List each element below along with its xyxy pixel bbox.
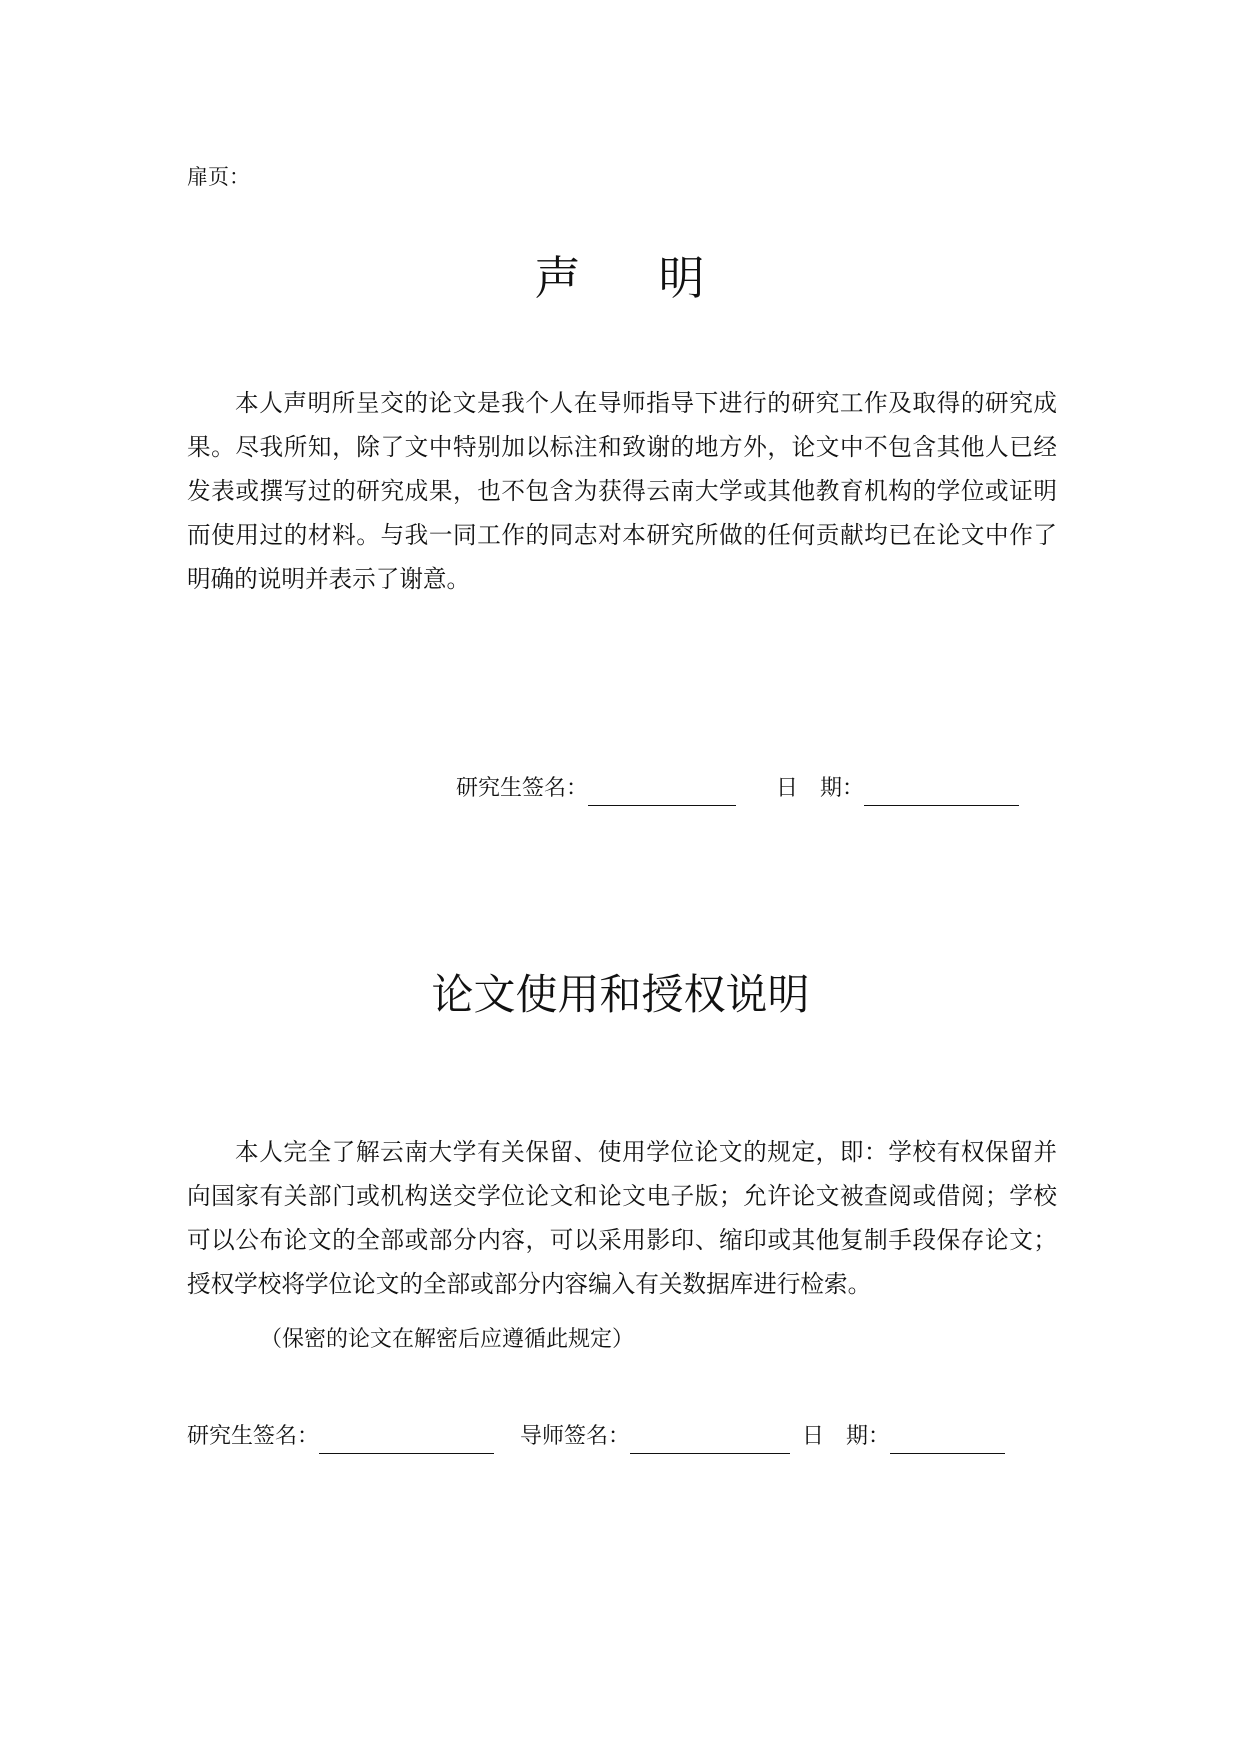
declaration-body: 本人声明所呈交的论文是我个人在导师指导下进行的研究工作及取得的研究成果。尽我所知，除了文中特别加以标注和致谢的地方外，论文中不包含其他人已经发表或撰写过的研究成果，也不包含为获得云南大学或其他教育机构的学位或证明而使用过的材料。与我一同工作的同志对本研究所做的任何贡献均已在论文中作了明确的说明并表示了谢意。 [187, 389, 1057, 593]
authorization-signature-row [187, 1420, 1005, 1454]
date-line[interactable] [890, 1425, 1005, 1454]
student-signature-label: 研究生签名： [187, 1424, 320, 1449]
date-label: 日 期： [802, 1424, 891, 1449]
declaration-title [0, 248, 1241, 308]
page-label: 扉页： [187, 165, 250, 189]
advisor-signature-line[interactable] [630, 1425, 790, 1454]
advisor-signature-label: 导师签名： [520, 1424, 631, 1449]
date-line[interactable] [864, 777, 1019, 806]
date-label: 日 期： [776, 776, 865, 801]
confidential-note: （保密的论文在解密后应遵循此规定） [260, 1327, 635, 1352]
declaration-title-char-1: 声 [534, 251, 583, 305]
student-signature-label: 研究生签名： [456, 776, 589, 801]
student-signature-line[interactable] [588, 777, 736, 806]
authorization-body: 本人完全了解云南大学有关保留、使用学位论文的规定，即：学校有权保留并向国家有关部门或机构送交学位论文和论文电子版；允许论文被查阅或借阅；学校可以公布论文的全部或部分内容，可以采用影印、缩印或其他复制手段保存论文；授权学校将学位论文的全部或部分内容编入有关数据库进行检索。 [187, 1138, 1057, 1298]
declaration-title-char-2: 明 [658, 251, 707, 305]
declaration-signature-row [456, 772, 1019, 806]
student-signature-line[interactable] [319, 1425, 494, 1454]
authorization-title: 论文使用和授权说明 [431, 970, 810, 1019]
